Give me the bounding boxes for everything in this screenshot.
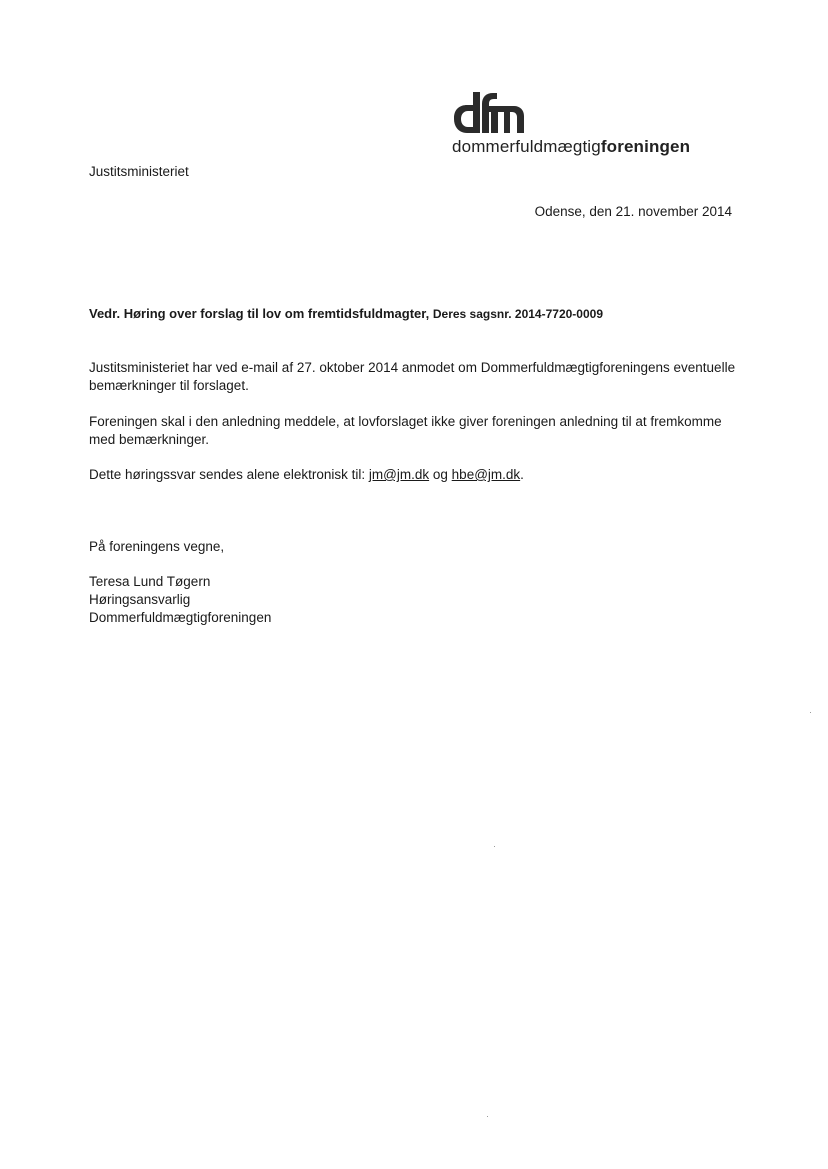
scan-speck (810, 712, 811, 713)
paragraph-3-suffix: . (520, 467, 524, 482)
scan-speck (487, 1116, 488, 1117)
subject-main: Vedr. Høring over forslag til lov om fremtidsfuldmagter, (89, 306, 430, 321)
recipient: Justitsministeriet (89, 164, 189, 179)
paragraph-3-joiner: og (432, 467, 448, 482)
subject-line (89, 306, 603, 321)
dfm-logo (450, 92, 730, 162)
email-link-hbe[interactable]: hbe@jm.dk (451, 467, 521, 482)
date-line: Odense, den 21. november 2014 (534, 204, 732, 219)
logo-wordmark-bold: foreningen (600, 137, 691, 156)
logo-wordmark-light: dommerfuldmægtig (452, 137, 601, 156)
body-paragraph-3 (89, 466, 739, 484)
subject-reference: Deres sagsnr. 2014-7720-0009 (432, 307, 603, 321)
body-paragraph-1: Justitsministeriet har ved e-mail af 27. oktober 2014 anmodet om Dommerfuldmægtigforeningens eventuelle bemærkninger til forslaget. (89, 360, 736, 393)
email-link-jm[interactable]: jm@jm.dk (368, 467, 430, 482)
signature-title: Høringsansvarlig (89, 592, 191, 607)
signature-block (89, 573, 271, 627)
logo-wordmark (452, 137, 690, 157)
body-paragraph-2: Foreningen skal i den anledning meddele, at lovforslaget ikke giver foreningen anledning til at fremkomme med bemærkninger. (89, 414, 722, 447)
dfm-logo-mark (452, 92, 526, 136)
signature-name: Teresa Lund Tøgern (89, 574, 211, 589)
closing-line: På foreningens vegne, (89, 539, 225, 554)
paragraph-3-prefix: Dette høringssvar sendes alene elektronisk til: (89, 467, 366, 482)
scan-speck (494, 846, 495, 847)
signature-organization: Dommerfuldmægtigforeningen (89, 610, 272, 625)
